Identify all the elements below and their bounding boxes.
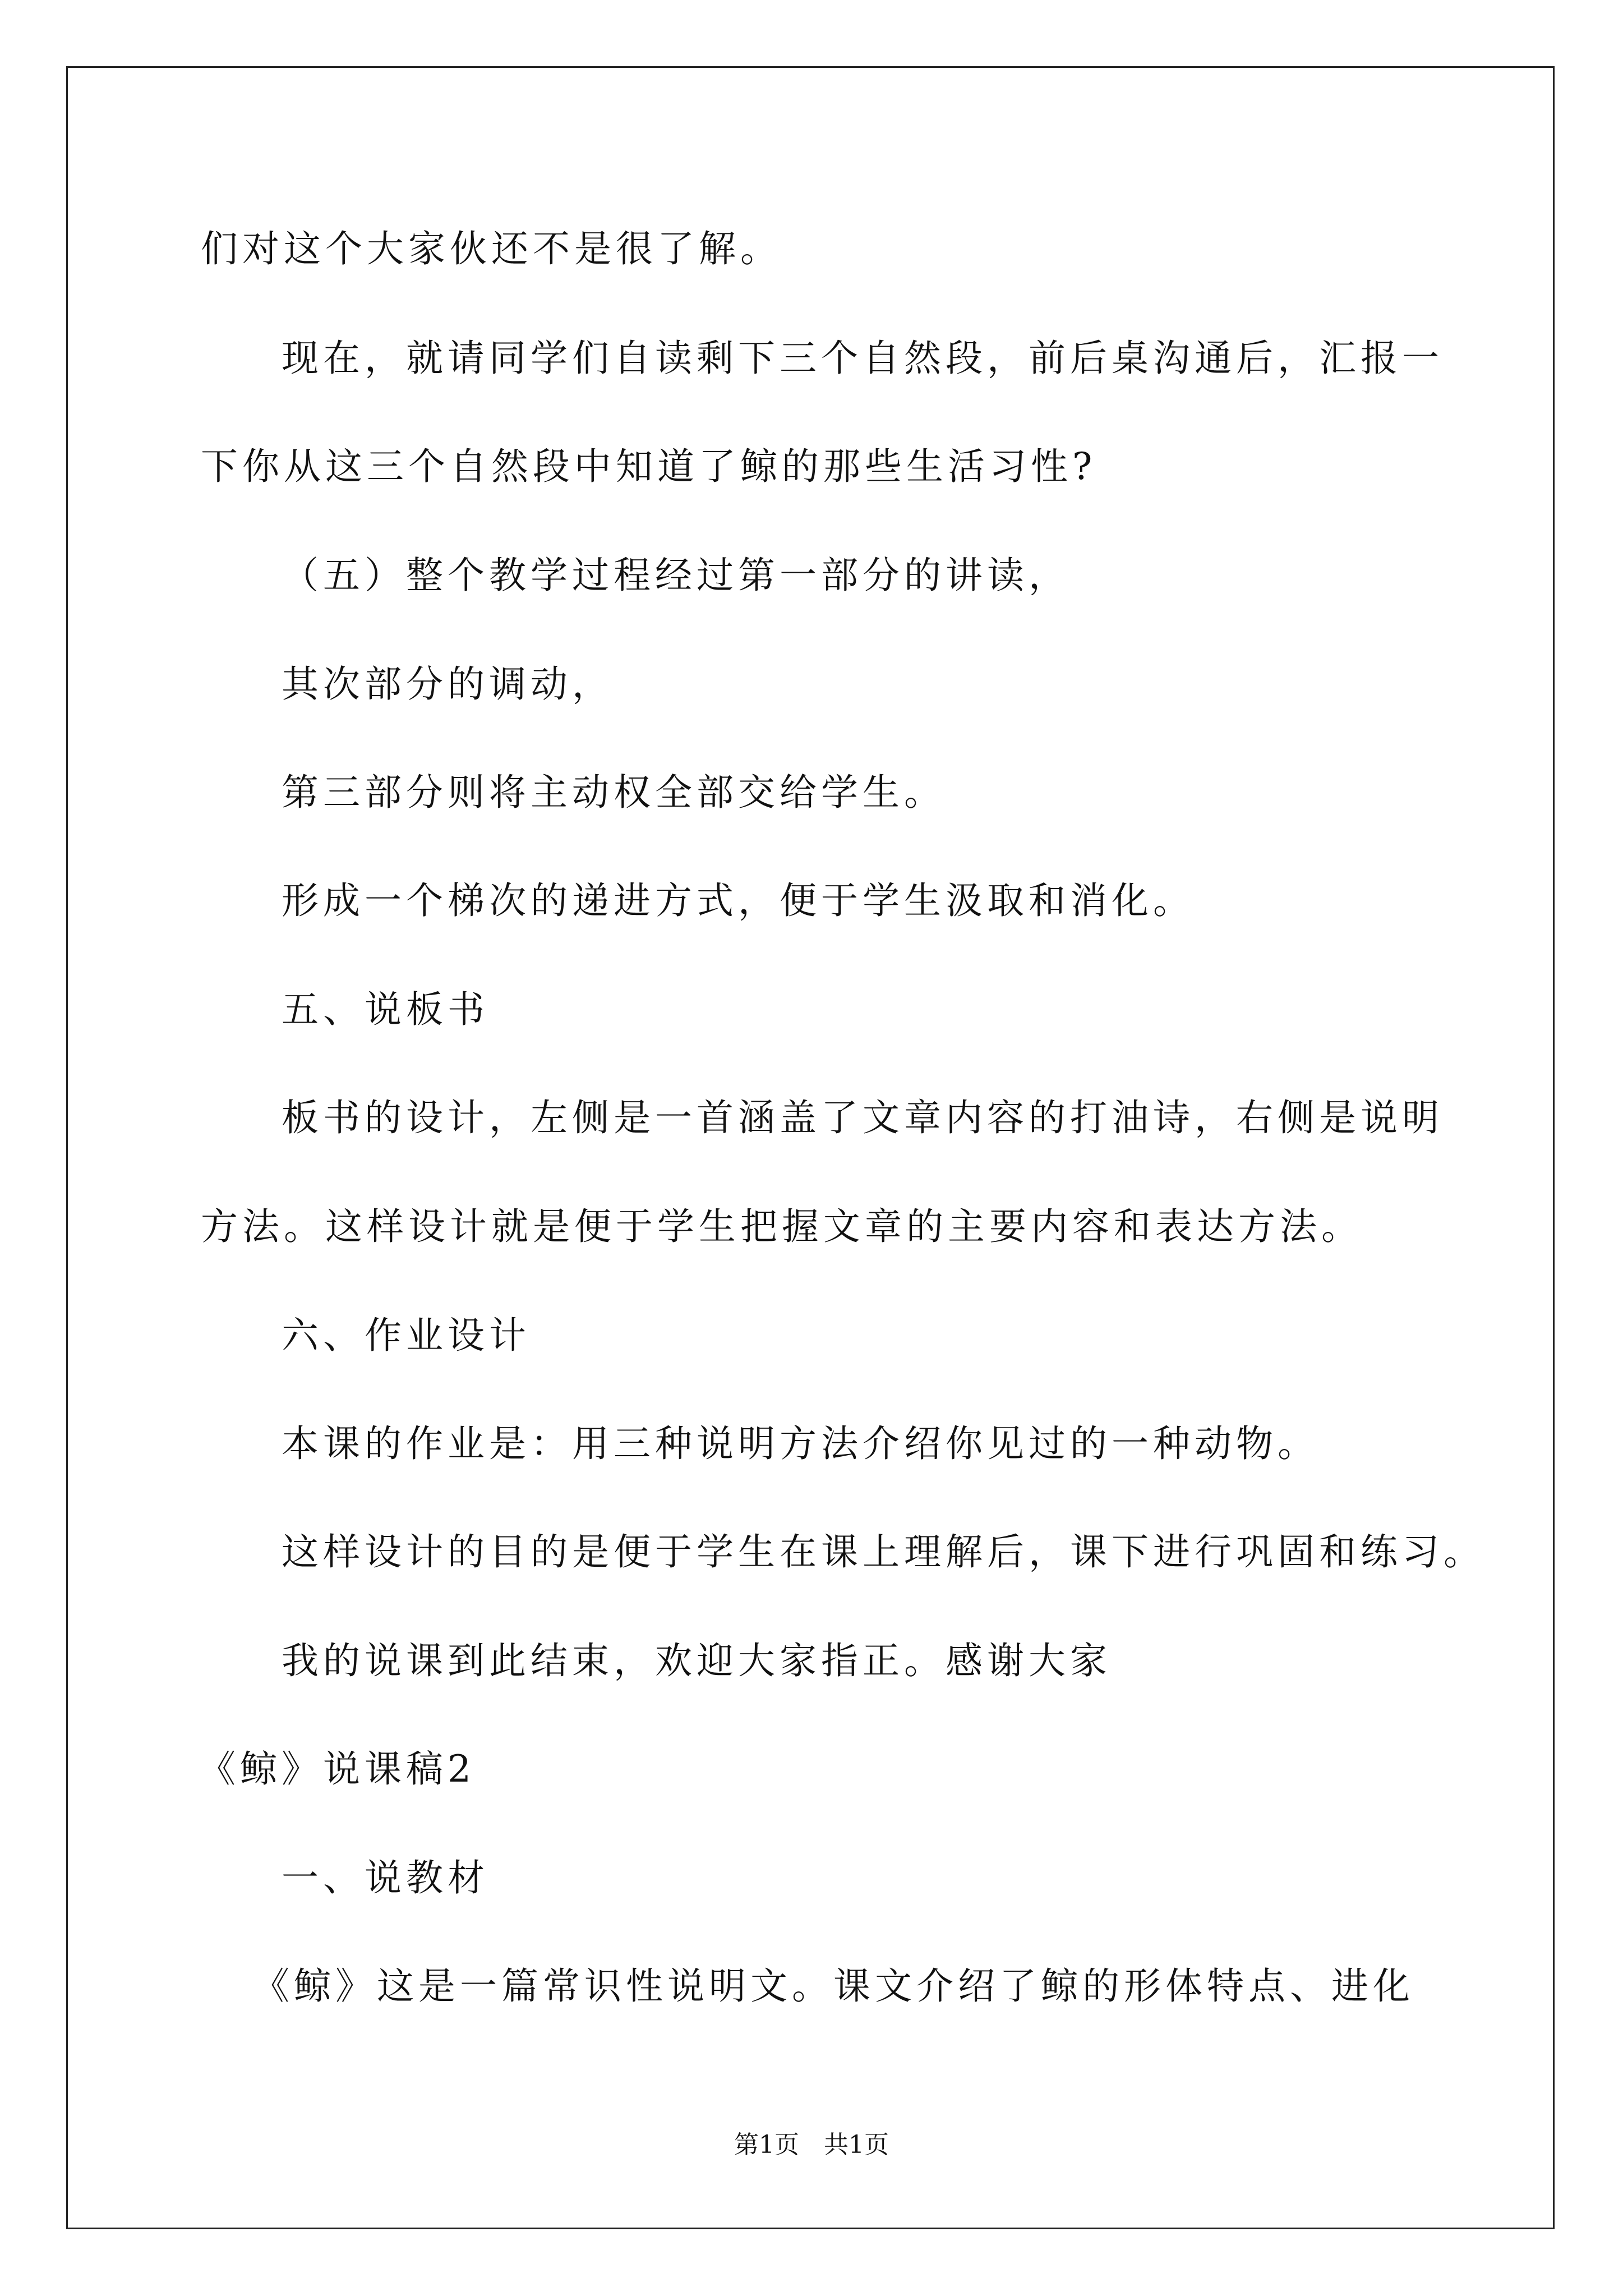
text-line: 板书的设计，左侧是一首涵盖了文章内容的打油诗，右侧是说明 bbox=[282, 1096, 1444, 1139]
text-line: 第三部分则将主动权全部交给学生。 bbox=[282, 771, 946, 814]
text-line: 们对这个大家伙还不是很了解。 bbox=[201, 227, 782, 270]
section-heading: 五、说板书 bbox=[282, 988, 489, 1031]
page-number-footer: 第1页 共1页 bbox=[734, 2131, 889, 2159]
text-line: 下你从这三个自然段中知道了鲸的那些生活习性? bbox=[201, 445, 1097, 488]
text-line: 我的说课到此结束，欢迎大家指正。感谢大家 bbox=[282, 1639, 1112, 1682]
text-line: 这样设计的目的是便于学生在课上理解后，课下进行巩固和练习。 bbox=[282, 1530, 1485, 1573]
text-line: 本课的作业是：用三种说明方法介绍你见过的一种动物。 bbox=[282, 1422, 1319, 1465]
section-heading: 六、作业设计 bbox=[282, 1314, 531, 1357]
text-line: 《鲸》这是一篇常识性说明文。课文介绍了鲸的形体特点、进化 bbox=[252, 1964, 1414, 2008]
text-line: 其次部分的调动， bbox=[282, 662, 614, 706]
text-line: 形成一个梯次的递进方式，便于学生汲取和消化。 bbox=[282, 879, 1195, 922]
section-heading: 一、说教材 bbox=[282, 1856, 489, 1899]
document-title: 《鲸》说课稿2 bbox=[199, 1747, 476, 1791]
page-frame bbox=[66, 66, 1555, 2229]
text-line: 方法。这样设计就是便于学生把握文章的主要内容和表达方法。 bbox=[201, 1205, 1363, 1248]
text-line: 现在，就请同学们自读剩下三个自然段，前后桌沟通后，汇报一 bbox=[282, 337, 1444, 380]
text-line: （五）整个教学过程经过第一部分的讲读， bbox=[282, 554, 1070, 597]
